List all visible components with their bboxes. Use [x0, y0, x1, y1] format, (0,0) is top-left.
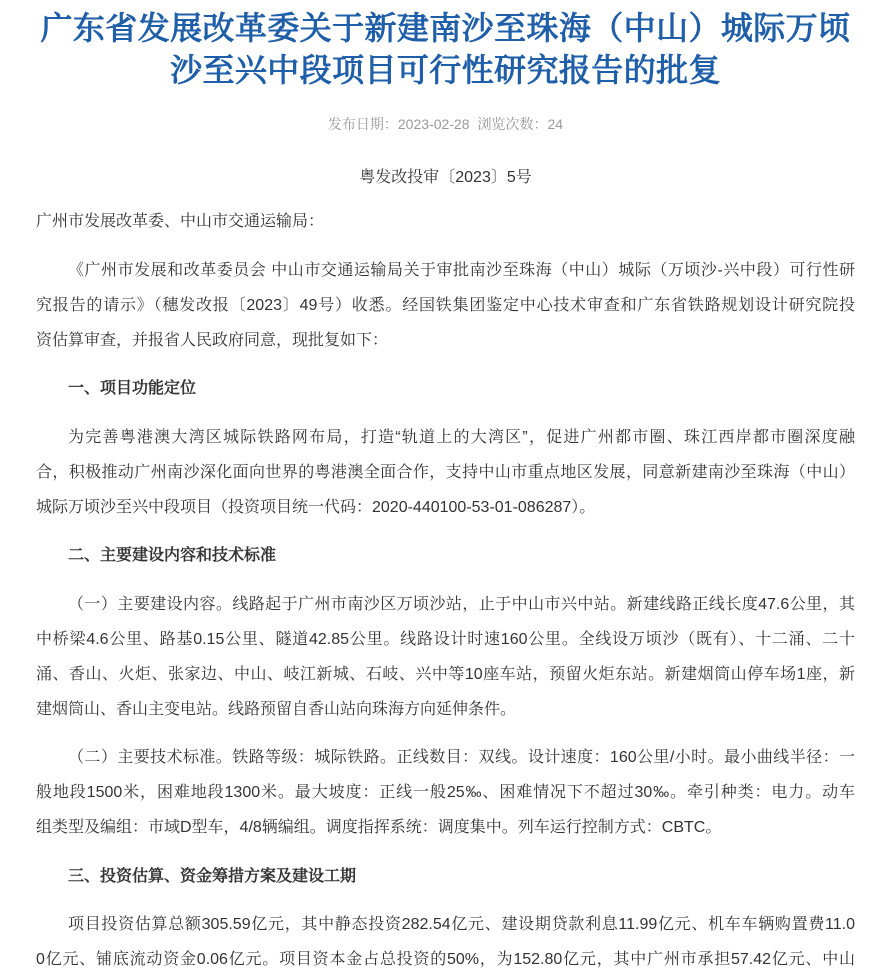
paragraph-line: 般地段1500米，困难地段1300米。最大坡度：正线一般25‰、困难情况下不超过30‰。牵引种类：电力。动车	[36, 784, 855, 801]
paragraph-line: 为完善粤港澳大湾区城际铁路网布局，打造“轨道上的大湾区”，促进广州都市圈、珠江西岸都市圈深度融	[68, 428, 855, 446]
paragraph-line: 资估算审查，并报省人民政府同意，现批复如下：	[36, 331, 389, 349]
intro-paragraph	[36, 253, 855, 358]
paragraph-line: 组类型及编组：市域D型车，4/8辆编组。调度指挥系统：调度集中。列车运行控制方式：CBTC。	[36, 819, 722, 836]
paragraph-line: 城际万顷沙至兴中段项目（投资项目统一代码：2020-440100-53-01-086287）。	[36, 498, 596, 516]
paragraph-line: 中桥梁4.6公里、路基0.15公里、隧道42.85公里。线路设计时速160公里。全线设万顷沙（既有）、十二涌、二十	[36, 630, 855, 648]
technical-standards-paragraph	[36, 740, 855, 845]
view-count-label: 浏览次数：	[477, 116, 548, 132]
paragraph-line: 项目投资估算总额305.59亿元，其中静态投资282.54亿元、建设期贷款利息11.99亿元、机车车辆购置费11.0	[68, 916, 855, 933]
paragraph-line: （一）主要建设内容。线路起于广州市南沙区万顷沙站，止于中山市兴中站。新建线路正线长度47.6公里，其	[68, 595, 855, 613]
addressee: 广州市发展改革委、中山市交通运输局：	[36, 213, 325, 230]
paragraph-line: 究报告的请示》（穗发改报〔2023〕49号）收悉。经国铁集团鉴定中心技术审查和广东省铁路规划设计研究院投	[36, 296, 855, 314]
paragraph-line: 建烟筒山、香山主变电站。线路预留自香山站向珠海方向延伸条件。	[36, 700, 517, 718]
article-title: 广东省发展改革委关于新建南沙至珠海（中山）城际万顷沙至兴中段项目可行性研究报告的批复	[40, 10, 851, 88]
section-heading-function: 一、项目功能定位	[68, 380, 197, 397]
document-number: 粤发改投审〔2023〕5号	[359, 169, 532, 186]
publish-date: 2023-02-28	[397, 116, 470, 132]
section-heading-construction: 二、主要建设内容和技术标准	[68, 547, 277, 564]
view-count: 24	[547, 116, 564, 132]
publish-date-label: 发布日期：	[327, 116, 398, 132]
construction-content-paragraph	[36, 587, 855, 727]
investment-paragraph	[36, 907, 855, 977]
paragraph-line: 《广州市发展和改革委员会 中山市交通运输局关于审批南沙至珠海（中山）城际（万顷沙-兴中段）可行性研	[68, 261, 855, 279]
publish-info	[36, 114, 855, 134]
paragraph-line: （二）主要技术标准。铁路等级：城际铁路。正线数目：双线。设计速度：160公里/小时。最小曲线半径：一	[68, 749, 855, 766]
paragraph-line: 合，积极推动广州南沙深化面向世界的粤港澳全面合作，支持中山市重点地区发展，同意新建南沙至珠海（中山）	[36, 463, 855, 481]
section-heading-investment: 三、投资估算、资金筹措方案及建设工期	[68, 867, 357, 885]
paragraph-line: 涌、香山、火炬、张家边、中山、岐江新城、石岐、兴中等10座车站，预留火炬东站。新建烟筒山停车场1座，新	[36, 665, 855, 683]
paragraph-line: 0亿元、铺底流动资金0.06亿元。项目资本金占总投资的50%，为152.80亿元，其中广州市承担57.42亿元、中山	[36, 951, 855, 968]
function-positioning-paragraph	[36, 420, 855, 525]
